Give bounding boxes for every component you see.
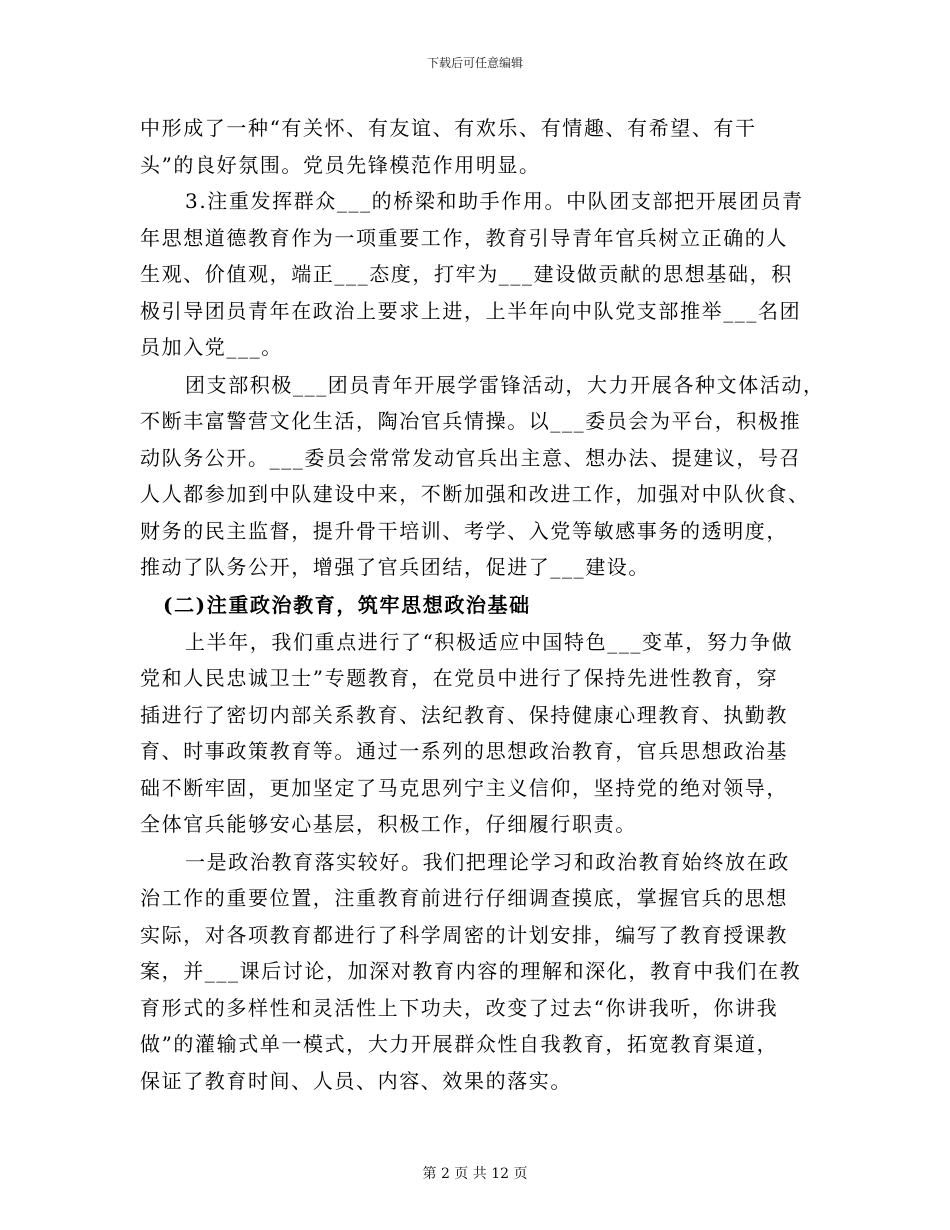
text-line: 保证了教育时间、人员、内容、效果的落实。 xyxy=(140,1069,572,1093)
text-line: 治工作的重要位置，注重教育前进行仔细调查摸底，掌握官兵的思想 xyxy=(140,886,788,910)
text-line: 党和人民忠诚卫士”专题教育，在党员中进行了保持先进性教育，穿 xyxy=(140,666,779,690)
text-line: 不断丰富警营文化生活，陶冶官兵情操。以___委员会为平台，积极推 xyxy=(140,409,802,433)
text-line: 案，并___课后讨论，加深对教育内容的理解和深化，教育中我们在教 xyxy=(140,959,802,983)
text-line: 3.注重发挥群众___的桥梁和助手作用。中队团支部把开展团员青 xyxy=(185,189,804,213)
text-line: 实际，对各项教育都进行了科学周密的计划安排，编写了教育授课教 xyxy=(140,923,788,947)
text-line: 做”的灌输式单一模式，大力开展群众性自我教育，拓宽教育渠道， xyxy=(140,1032,779,1056)
text-line: 人人都参加到中队建设中来，不断加强和改进工作，加强对中队伙食、 xyxy=(140,482,810,506)
text-line: 推动了队务公开，增强了官兵团结，促进了___建设。 xyxy=(140,555,650,579)
text-line: 动队务公开。___委员会常常发动官兵出主意、想办法、提建议，号召 xyxy=(140,446,802,470)
text-line: 中形成了一种“有关怀、有友谊、有欢乐、有情趣、有希望、有干 xyxy=(140,116,757,140)
text-line: 团支部积极___团员青年开展学雷锋活动，大力开展各种文体活动， xyxy=(185,373,825,397)
text-line: 上半年，我们重点进行了“积极适应中国特色___变革，努力争做 xyxy=(185,630,794,654)
text-line: 年思想道德教育作为一项重要工作，教育引导青年官兵树立正确的人 xyxy=(140,226,788,250)
text-line: 插进行了密切内部关系教育、法纪教育、保持健康心理教育、执勤教 xyxy=(140,703,788,727)
text-line: 育、时事政策教育等。通过一系列的思想政治教育，官兵思想政治基 xyxy=(140,739,788,763)
text-line: 育形式的多样性和灵活性上下功夫，改变了过去“你讲我听，你讲我 xyxy=(140,996,779,1020)
text-line: 财务的民主监督，提升骨干培训、考学、入党等敏感事务的透明度， xyxy=(140,519,788,543)
text-line: 全体官兵能够安心基层，积极工作，仔细履行职责。 xyxy=(140,812,637,836)
page-header: 下载后可任意编辑 xyxy=(426,56,523,70)
text-line: 极引导团员青年在政治上要求上进，上半年向中队党支部推举___名团 xyxy=(140,299,802,323)
text-line: 一是政治教育落实较好。我们把理论学习和政治教育始终放在政 xyxy=(185,850,790,874)
section-heading: (二)注重政治教育，筑牢思想政治基础 xyxy=(163,593,531,617)
text-line: 生观、价值观，端正___态度，打牢为___建设做贡献的思想基础，积 xyxy=(140,262,793,286)
text-line: 员加入党___。 xyxy=(140,335,283,359)
text-line: 头”的良好氛围。党员先锋模范作用明显。 xyxy=(140,153,541,177)
page-number-footer: 第 2 页 共 12 页 xyxy=(422,1166,528,1182)
text-line: 础不断牢固，更加坚定了马克思列宁主义信仰，坚持党的绝对领导， xyxy=(140,776,788,800)
